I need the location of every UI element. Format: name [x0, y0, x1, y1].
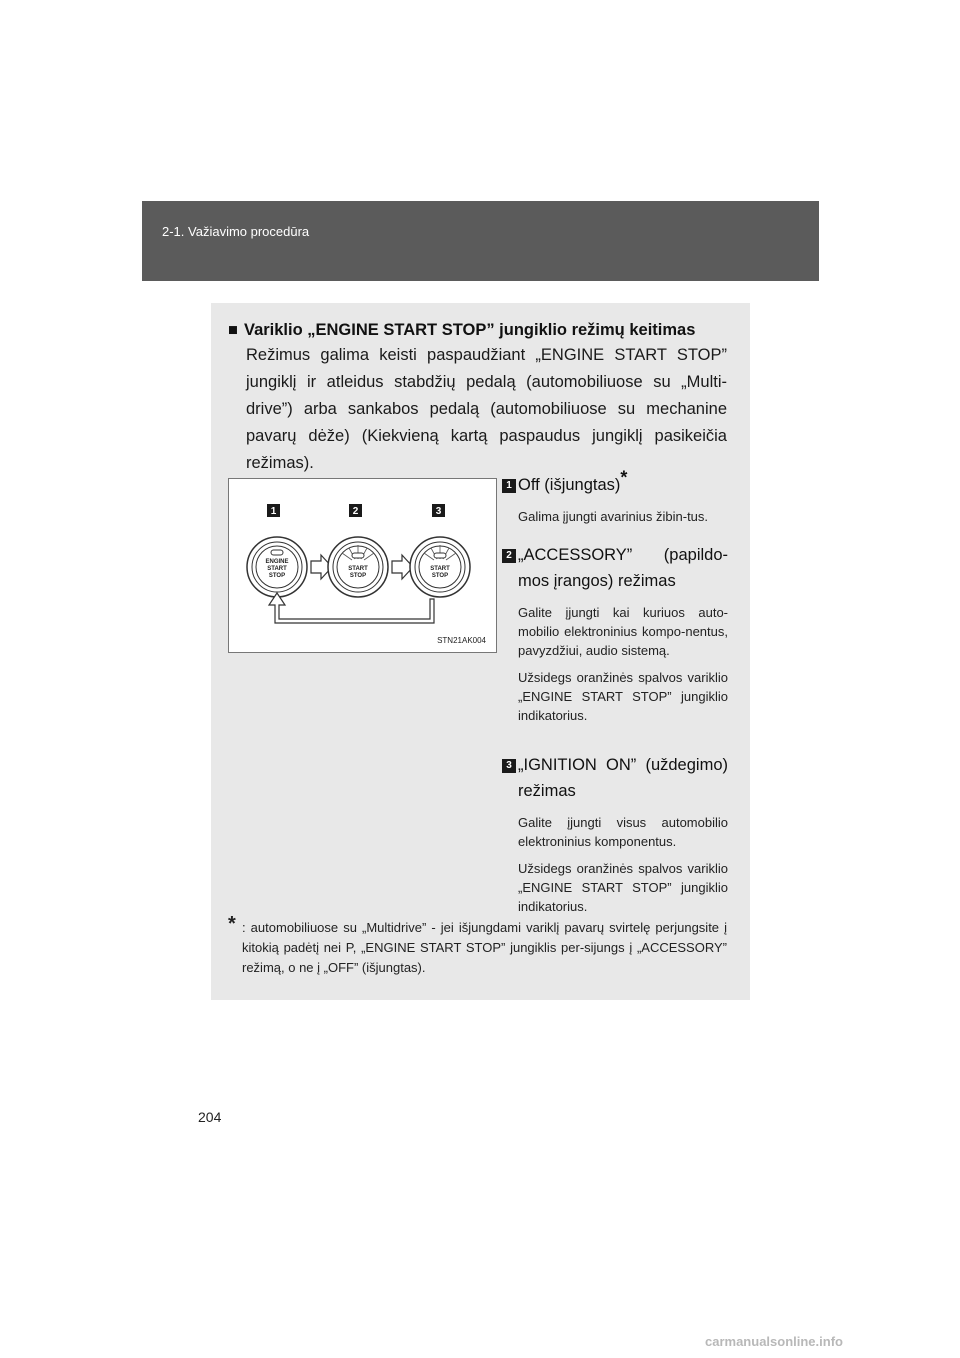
mode-description: Užsidegs oranžinės spalvos variklio „ENGINE START STOP” jungiklio indikatorius.	[518, 861, 728, 914]
section-intro: Režimus galima keisti paspaudžiant „ENGINE START STOP” jungiklį ir atleidus stabdžių pedalą (automobiliuose su „Multi-drive”) arba sankabos pedalą (automobiliuose su mechanine pavarų dėže) (Kiekvieną kartą paspaudus jungiklį pasikeičia režimas).	[246, 346, 727, 472]
svg-text:STOP: STOP	[349, 573, 367, 579]
mode-description: Užsidegs oranžinės spalvos variklio „ENGINE START STOP” jungiklio indikatorius.	[518, 670, 728, 723]
section-title-text: Variklio „ENGINE START STOP” jungiklio režimų keitimas	[243, 321, 696, 339]
switch-modes-illustration	[229, 479, 496, 652]
svg-text:STOP: STOP	[268, 573, 286, 579]
section-header-bar	[142, 201, 819, 281]
asterisk-mark: *	[620, 467, 628, 488]
figure-badge-3	[432, 504, 445, 517]
svg-text:3: 3	[435, 506, 442, 517]
asterisk-mark: *	[228, 913, 236, 935]
svg-text:START: START	[430, 566, 450, 572]
mode-item-ignition	[502, 752, 728, 916]
figure-badge-2	[349, 504, 362, 517]
svg-text:ENGINE: ENGINE	[265, 559, 289, 565]
number-badge: 2	[502, 549, 516, 563]
svg-text:STOP: STOP	[431, 573, 449, 579]
mode-description: Galima įjungti avarinius žibin-tus.	[518, 509, 709, 524]
mode-title: „ACCESSORY” (papildo-mos įrangos) režimas	[518, 546, 728, 590]
number-badge: 1	[502, 479, 516, 493]
svg-text:START: START	[348, 566, 368, 572]
svg-text:START: START	[267, 566, 287, 572]
figure-code: STN21AK004	[437, 636, 486, 645]
mode-item-off	[502, 467, 728, 526]
footnote	[228, 913, 727, 978]
watermark: carmanualsonline.info	[705, 1334, 843, 1349]
return-arrow-icon	[269, 593, 434, 623]
mode-title: Off (išjungtas)*	[518, 467, 628, 494]
figure-badge-1	[267, 504, 280, 517]
mode-description: Galite įjungti kai kuriuos auto-mobilio elektroninius kompo-nentus, pavyzdžiui, audio sistemą.	[518, 605, 728, 658]
svg-text:2: 2	[352, 506, 359, 517]
svg-text:1: 1	[270, 506, 277, 517]
section-header-title: 2-1. Važiavimo procedūra	[162, 224, 310, 239]
start-stop-button-accessory	[328, 537, 388, 597]
number-badge: 3	[502, 759, 516, 773]
footnote-text: : automobiliuose su „Multidrive” - jei išjungdami variklį pavarų svirtelę perjungsite į kitokią padėtį nei P, „ENGINE START STOP” jungiklis per-sijungs į „ACCESSORY” režimą, o ne į „OFF” (išjungtas).	[242, 920, 727, 975]
content-panel	[211, 303, 750, 1000]
start-stop-button-ignition	[410, 537, 470, 597]
start-stop-button-off	[247, 537, 307, 597]
square-bullet-icon: ■	[228, 321, 238, 339]
switch-modes-figure	[228, 478, 497, 653]
mode-item-accessory	[502, 542, 728, 725]
mode-description: Galite įjungti visus automobilio elektroninius komponentus.	[518, 815, 728, 849]
section-title	[228, 321, 695, 340]
page-number: 204	[198, 1109, 222, 1125]
mode-title: „IGNITION ON” (uždegimo) režimas	[518, 756, 728, 800]
